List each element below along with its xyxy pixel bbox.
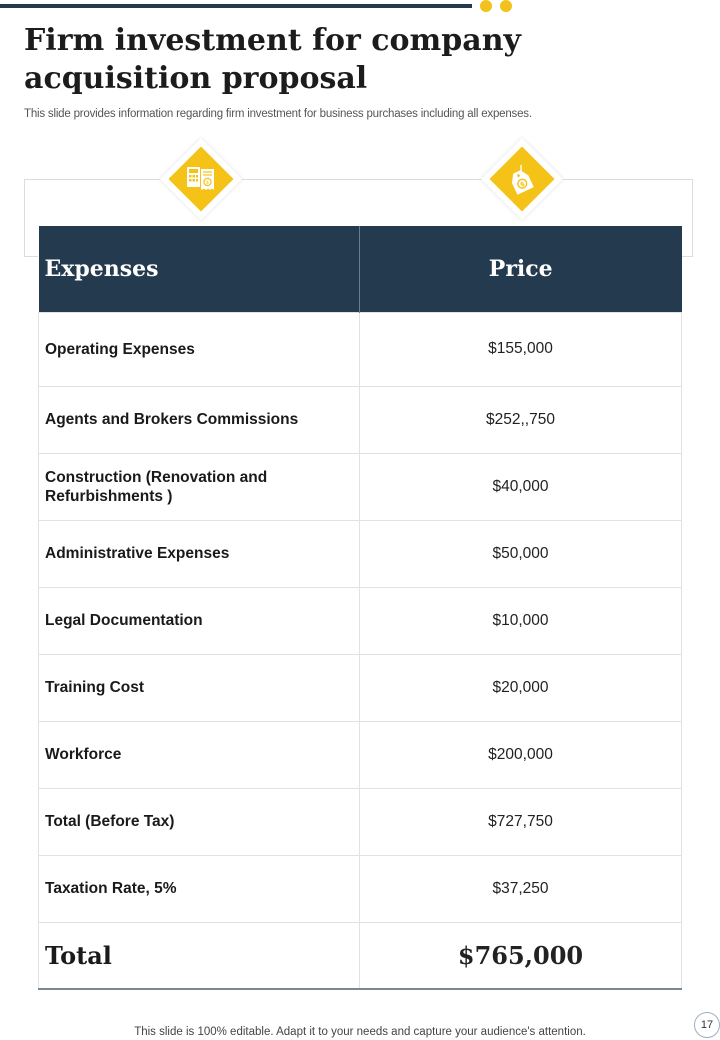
expense-price: $200,000 [360, 721, 682, 788]
price-tag-badge [481, 138, 563, 220]
expense-label: Total (Before Tax) [39, 788, 360, 855]
expenses-column-header: Expenses [39, 226, 360, 312]
svg-text:$: $ [205, 180, 210, 186]
expense-price: $252,,750 [360, 386, 682, 453]
table-row [39, 855, 682, 922]
expense-price: $50,000 [360, 520, 682, 587]
expense-label: Agents and Brokers Commissions [39, 386, 360, 453]
expense-price: $10,000 [360, 587, 682, 654]
total-price: $765,000 [360, 922, 682, 989]
page-subtitle: This slide provides information regarding firm investment for business purchases including all expenses. [24, 108, 532, 120]
table-header-row [39, 226, 682, 312]
price-column-header: Price [360, 226, 682, 312]
total-label: Total [39, 922, 360, 989]
table-row [39, 654, 682, 721]
expense-price: $37,250 [360, 855, 682, 922]
expense-price: $20,000 [360, 654, 682, 721]
expense-label: Training Cost [39, 654, 360, 721]
expense-price: $40,000 [360, 453, 682, 520]
table-row [39, 453, 682, 520]
table-row [39, 386, 682, 453]
svg-text:$: $ [518, 179, 527, 189]
expense-label: Administrative Expenses [39, 520, 360, 587]
table-row [39, 788, 682, 855]
expense-label: Workforce [39, 721, 360, 788]
expense-label: Construction (Renovation and Refurbishments ) [39, 453, 360, 520]
table-row [39, 721, 682, 788]
expense-price: $155,000 [360, 312, 682, 386]
expense-label: Operating Expenses [39, 312, 360, 386]
table-row [39, 312, 682, 386]
expense-label: Taxation Rate, 5% [39, 855, 360, 922]
footer-note: This slide is 100% editable. Adapt it to your needs and capture your audience's attention. [134, 1026, 586, 1038]
page-number: 17 [694, 1012, 720, 1038]
accent-dot [480, 0, 492, 12]
total-row [39, 922, 682, 989]
expense-label: Legal Documentation [39, 587, 360, 654]
expense-price: $727,750 [360, 788, 682, 855]
expense-table [38, 226, 682, 990]
page-title: Firm investment for company acquisition proposal [24, 23, 521, 96]
calculator-receipt-icon [185, 163, 217, 195]
price-tag-dollar-icon [506, 163, 538, 195]
table-row [39, 520, 682, 587]
table-row [39, 587, 682, 654]
top-accent-bar [0, 4, 472, 8]
calculator-receipt-badge [160, 138, 242, 220]
accent-dot [500, 0, 512, 12]
